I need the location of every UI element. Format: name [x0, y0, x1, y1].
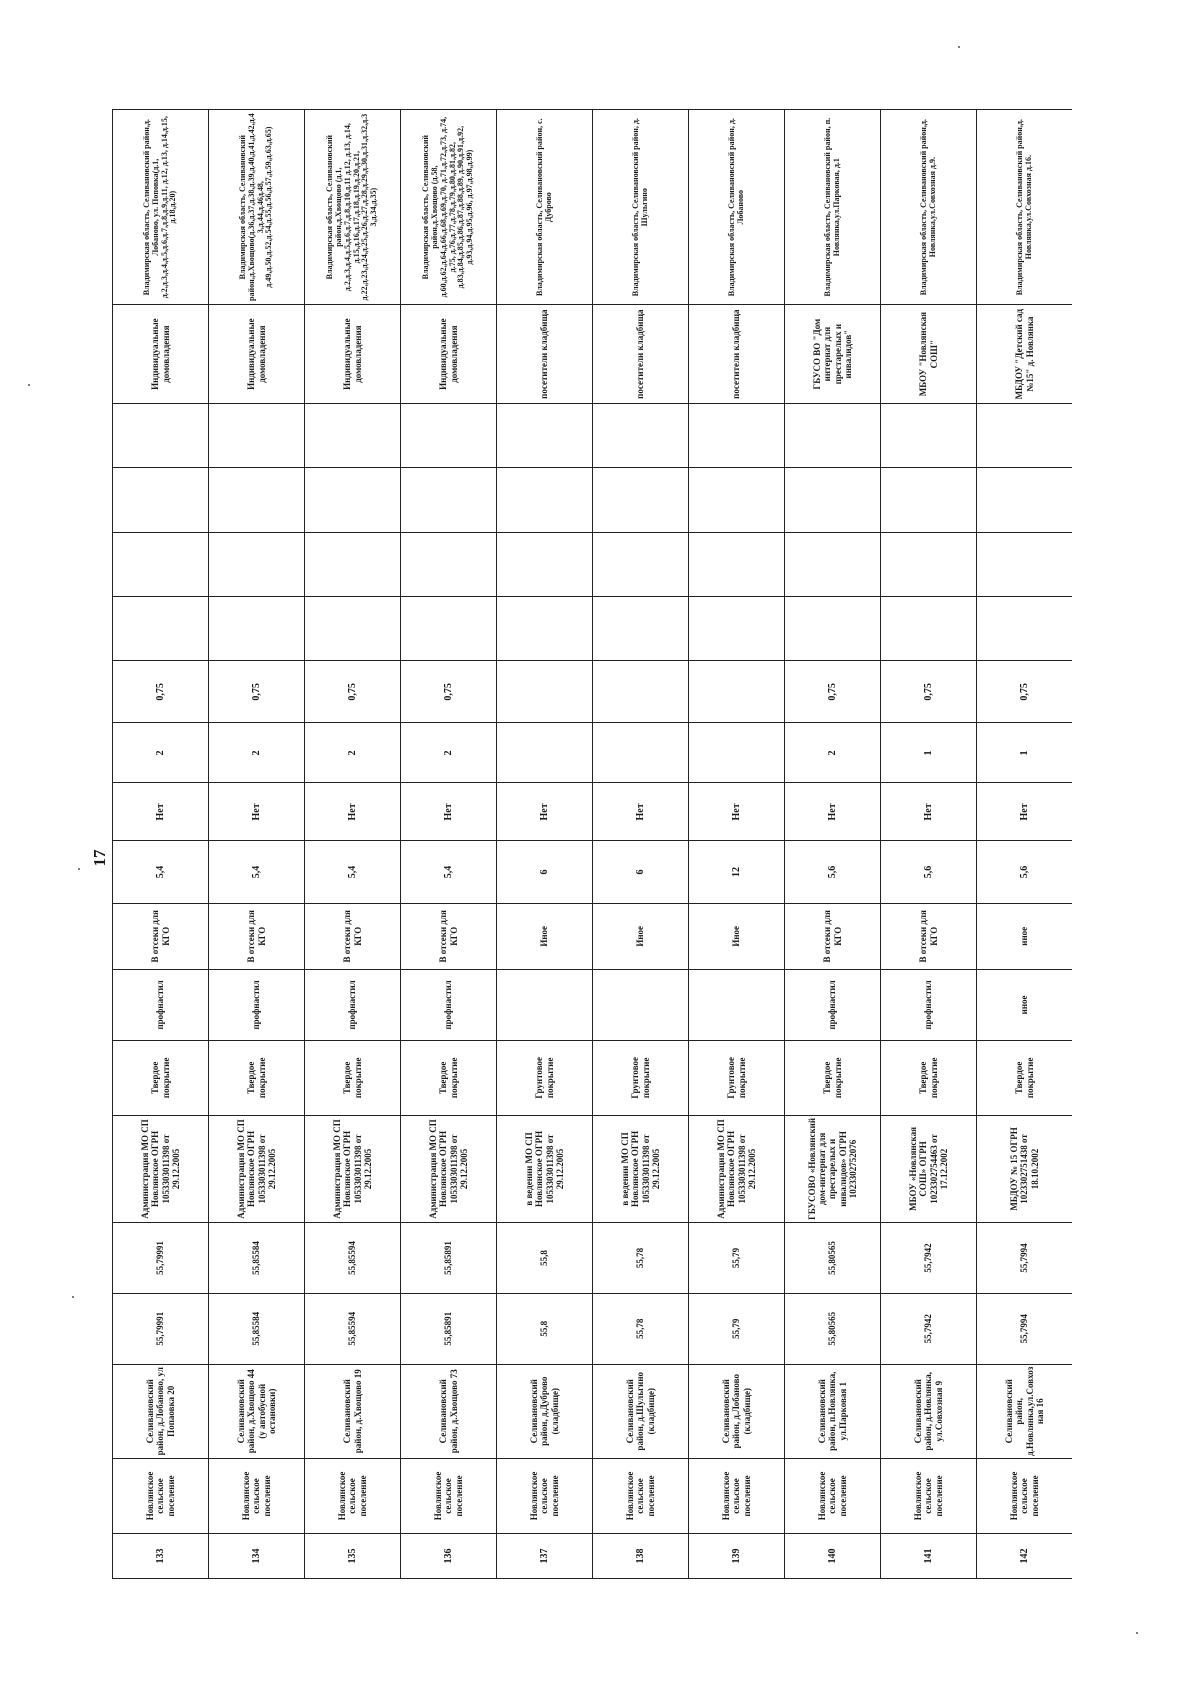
empty-cell: [305, 403, 401, 467]
canopy-cell: Нет: [113, 783, 209, 841]
canopy-cell: Нет: [401, 783, 497, 841]
table-row: [209, 110, 305, 1579]
empty-cell: [401, 468, 497, 532]
longitude-cell: 55,8: [497, 1223, 593, 1294]
empty-cell: [401, 403, 497, 467]
settlement-cell: Новлянское сельское поселение: [401, 1458, 497, 1533]
settlement-cell: Новлянское сельское поселение: [785, 1458, 881, 1533]
scan-speck: [28, 384, 30, 386]
owner-cell: в ведении МО СП Новлянское ОГРН 1053303011398 от 29.12.2005: [593, 1115, 689, 1222]
waste-sources-cell: посетители кладбища: [497, 305, 593, 404]
longitude-cell: 55,78: [593, 1223, 689, 1294]
canopy-cell: Нет: [785, 783, 881, 841]
owner-cell: в ведении МО СП Новлянское ОГРН 1053303011398 от 29.12.2005: [497, 1115, 593, 1222]
row-number: 140: [785, 1533, 881, 1578]
container-type-cell: В отсеки для КГО: [785, 903, 881, 969]
container-count-cell: [593, 723, 689, 783]
container-count-cell: 1: [977, 723, 1073, 783]
empty-cell: [209, 532, 305, 596]
table-row: [785, 110, 881, 1579]
waste-sites-registry-table: [112, 109, 1072, 1579]
row-number: 135: [305, 1533, 401, 1578]
location-cell: Селивановский район, д.Лобаново, ул Попаовка 20: [113, 1364, 209, 1458]
empty-cell: [497, 403, 593, 467]
empty-cell: [401, 532, 497, 596]
surface-cell: Твердое покрытие: [401, 1040, 497, 1115]
settlement-cell: Новлянское сельское поселение: [497, 1458, 593, 1533]
area-cell: 6: [593, 841, 689, 903]
table-row: [689, 110, 785, 1579]
container-count-cell: 2: [401, 723, 497, 783]
served-objects-cell: Владимирская область, Селивановский район, п. Новлянка,ул.Парковая, д.1: [785, 110, 881, 305]
served-objects-cell: Владимирская область, Селивановский район, с. Дуброво: [497, 110, 593, 305]
container-type-cell: Иное: [689, 903, 785, 969]
container-count-cell: 2: [785, 723, 881, 783]
area-cell: 6: [497, 841, 593, 903]
latitude-cell: 55,79: [689, 1293, 785, 1364]
table-row: [401, 110, 497, 1579]
owner-cell: Администрация МО СП Новлянское ОГРН 1053303011398 от 29.12.2005: [689, 1115, 785, 1222]
empty-cell: [785, 468, 881, 532]
fence-cell: профнастил: [305, 970, 401, 1041]
scan-speck: [78, 868, 80, 870]
empty-cell: [881, 403, 977, 467]
location-cell: Селивановский район, д.Дуброво (кладбище): [497, 1364, 593, 1458]
empty-cell: [113, 596, 209, 660]
surface-cell: Грунтовое покрытие: [593, 1040, 689, 1115]
longitude-cell: 55,85891: [401, 1223, 497, 1294]
fence-cell: профнастил: [113, 970, 209, 1041]
surface-cell: Твердое покрытие: [113, 1040, 209, 1115]
waste-sources-cell: МБОУ "Новлянская СОШ": [881, 305, 977, 404]
container-volume-cell: [593, 661, 689, 723]
container-volume-cell: 0,75: [881, 661, 977, 723]
area-cell: 5,4: [209, 841, 305, 903]
surface-cell: Грунтовое покрытие: [497, 1040, 593, 1115]
latitude-cell: 55,85584: [209, 1293, 305, 1364]
row-number: 134: [209, 1533, 305, 1578]
waste-sources-cell: Индивидуальные домовладения: [305, 305, 401, 404]
empty-cell: [977, 468, 1073, 532]
location-cell: Селивановский район, д.Хвощово 44 (у автобусной остановки): [209, 1364, 305, 1458]
container-count-cell: [689, 723, 785, 783]
empty-cell: [593, 596, 689, 660]
canopy-cell: Нет: [689, 783, 785, 841]
container-count-cell: [497, 723, 593, 783]
container-count-cell: 2: [305, 723, 401, 783]
area-cell: 5,6: [977, 841, 1073, 903]
container-volume-cell: [689, 661, 785, 723]
container-volume-cell: 0,75: [785, 661, 881, 723]
rotated-page-content: [112, 109, 1072, 1579]
owner-cell: ГБУСОВО «Новлянский дом-интернат для престарелых и инвалидов» ОГРН 1023302752076: [785, 1115, 881, 1222]
row-number: 137: [497, 1533, 593, 1578]
served-objects-cell: Владимирская область, Селивановский район,д. Новлянка,ул.Совхозная д.9.: [881, 110, 977, 305]
longitude-cell: 55,80565: [785, 1223, 881, 1294]
row-number: 136: [401, 1533, 497, 1578]
empty-cell: [305, 468, 401, 532]
owner-cell: Администрация МО СП Новлянское ОГРН 1053303011398 от 29.12.2005: [113, 1115, 209, 1222]
owner-cell: МБДОУ № 15 ОГРН 1023302751438 от 18.10.2002: [977, 1115, 1073, 1222]
row-number: 133: [113, 1533, 209, 1578]
canopy-cell: Нет: [497, 783, 593, 841]
waste-sources-cell: посетители кладбища: [593, 305, 689, 404]
fence-cell: [497, 970, 593, 1041]
fence-cell: [593, 970, 689, 1041]
served-objects-cell: Владимирская область, Селивановский район,д. Новлянка,ул.Совхозная д.16.: [977, 110, 1073, 305]
area-cell: 5,6: [785, 841, 881, 903]
empty-cell: [977, 403, 1073, 467]
area-cell: 12: [689, 841, 785, 903]
container-volume-cell: 0,75: [305, 661, 401, 723]
area-cell: 5,4: [305, 841, 401, 903]
settlement-cell: Новлянское сельское поселение: [689, 1458, 785, 1533]
container-count-cell: 2: [209, 723, 305, 783]
served-objects-cell: Владимирская область, Селивановский район,д.Хвощово (д.1, д.2,д.3,д.4,д.5,д.6,д.7,д.8,д.10,д.11 д.12, д.13, д.14, д.15,д.16,д.17,д.18,д.19,д.20,д.21, д.22,д.23,д.24,д.25,д.26,д.27,д.28,д.29,д.30,д.31,д.32,д.33,д.34,д.35): [305, 110, 401, 305]
empty-cell: [689, 596, 785, 660]
waste-sources-cell: Индивидуальные домовладения: [209, 305, 305, 404]
table-row: [881, 110, 977, 1579]
served-objects-cell: Владимирская область, Селивановский район,д.Хвощово (д.58, д.60,д.62,д.64,д.66,д.68,д.69,д.70, д.71,д.72,д.73, д.74, д.75, д.76,д.77,д.78,д.79,д.80,д.81,д.82, д.83,д.84,д.85,д.86,д.87,д.88,д.89, д.90,д.91,д.92, д.93,д.94,д.95,д.96, д.97,д.98,д.99): [401, 110, 497, 305]
empty-cell: [881, 468, 977, 532]
fence-cell: [689, 970, 785, 1041]
empty-cell: [497, 532, 593, 596]
waste-sources-cell: ГБУСО ВО "Дом интернат для престарелых и инвалидов": [785, 305, 881, 404]
container-type-cell: иное: [977, 903, 1073, 969]
table-row: [305, 110, 401, 1579]
area-cell: 5,4: [113, 841, 209, 903]
latitude-cell: 55,78: [593, 1293, 689, 1364]
surface-cell: Твердое покрытие: [881, 1040, 977, 1115]
container-volume-cell: [497, 661, 593, 723]
container-count-cell: 1: [881, 723, 977, 783]
container-type-cell: В отсеки для КГО: [113, 903, 209, 969]
table-row: [497, 110, 593, 1579]
surface-cell: Грунтовое покрытие: [689, 1040, 785, 1115]
container-count-cell: 2: [113, 723, 209, 783]
empty-cell: [881, 596, 977, 660]
owner-cell: МБОУ «Новлянская СОШ» ОГРН 1023302754463 от 17.12.2002: [881, 1115, 977, 1222]
surface-cell: Твердое покрытие: [209, 1040, 305, 1115]
empty-cell: [497, 596, 593, 660]
table-row: [977, 110, 1073, 1579]
empty-cell: [113, 532, 209, 596]
latitude-cell: 55,7942: [881, 1293, 977, 1364]
owner-cell: Администрация МО СП Новлянское ОГРН 1053303011398 от 29.12.2005: [401, 1115, 497, 1222]
row-number: 138: [593, 1533, 689, 1578]
location-cell: Селивановский район, д.Шульгино (кладбище): [593, 1364, 689, 1458]
area-cell: 5,4: [401, 841, 497, 903]
served-objects-cell: Владимирская область, Селивановский район,д. Лобаново, ул. Поповка(д.1, д.2,д.3,д.4,д.5,д.6,д.7,д.8,д.9,д.11, д.12, д.13, д.14,д.15, д.18,д.20): [113, 110, 209, 305]
empty-cell: [977, 596, 1073, 660]
location-cell: Селивановский район, д.Новлянка,ул.Совхозная 16: [977, 1364, 1073, 1458]
latitude-cell: 55,85594: [305, 1293, 401, 1364]
longitude-cell: 55,7942: [881, 1223, 977, 1294]
owner-cell: Администрация МО СП Новлянское ОГРН 1053303011398 от 29.12.2005: [209, 1115, 305, 1222]
area-cell: 5,6: [881, 841, 977, 903]
surface-cell: Твердое покрытие: [305, 1040, 401, 1115]
longitude-cell: 55,7994: [977, 1223, 1073, 1294]
container-type-cell: В отсеки для КГО: [881, 903, 977, 969]
surface-cell: Твердое покрытие: [785, 1040, 881, 1115]
container-type-cell: В отсеки для КГО: [209, 903, 305, 969]
empty-cell: [401, 596, 497, 660]
settlement-cell: Новлянское сельское поселение: [881, 1458, 977, 1533]
empty-cell: [113, 468, 209, 532]
container-volume-cell: 0,75: [977, 661, 1073, 723]
empty-cell: [785, 532, 881, 596]
location-cell: Селивановский район, д.Хвощово 19: [305, 1364, 401, 1458]
surface-cell: Твердое покрытие: [977, 1040, 1073, 1115]
location-cell: Селивановский район, д.Лобаново (кладбище): [689, 1364, 785, 1458]
empty-cell: [593, 532, 689, 596]
settlement-cell: Новлянское сельское поселение: [593, 1458, 689, 1533]
empty-cell: [785, 596, 881, 660]
settlement-cell: Новлянское сельское поселение: [305, 1458, 401, 1533]
location-cell: Селивановский район, д.Хвощово 73: [401, 1364, 497, 1458]
scan-speck: [958, 46, 960, 48]
settlement-cell: Новлянское сельское поселение: [113, 1458, 209, 1533]
waste-sources-cell: Индивидуальные домовладения: [113, 305, 209, 404]
empty-cell: [977, 532, 1073, 596]
latitude-cell: 55,7994: [977, 1293, 1073, 1364]
container-type-cell: В отсеки для КГО: [401, 903, 497, 969]
longitude-cell: 55,79: [689, 1223, 785, 1294]
registry-table-frame: [112, 109, 1072, 1579]
canopy-cell: Нет: [881, 783, 977, 841]
empty-cell: [689, 403, 785, 467]
page-number: 17: [90, 849, 109, 867]
canopy-cell: Нет: [593, 783, 689, 841]
empty-cell: [113, 403, 209, 467]
fence-cell: профнастил: [209, 970, 305, 1041]
table-row: [113, 110, 209, 1579]
scan-speck: [1136, 1632, 1138, 1634]
empty-cell: [593, 468, 689, 532]
empty-cell: [305, 532, 401, 596]
canopy-cell: Нет: [209, 783, 305, 841]
canopy-cell: Нет: [977, 783, 1073, 841]
latitude-cell: 55,79991: [113, 1293, 209, 1364]
container-type-cell: Иное: [497, 903, 593, 969]
row-number: 139: [689, 1533, 785, 1578]
scan-speck: [72, 1296, 74, 1298]
canopy-cell: Нет: [305, 783, 401, 841]
empty-cell: [689, 532, 785, 596]
owner-cell: Администрация МО СП Новлянское ОГРН 1053303011398 от 29.12.2005: [305, 1115, 401, 1222]
served-objects-cell: Владимирская область, Селивановский район, д. Шульгино: [593, 110, 689, 305]
latitude-cell: 55,8: [497, 1293, 593, 1364]
row-number: 141: [881, 1533, 977, 1578]
empty-cell: [209, 596, 305, 660]
table-row: [593, 110, 689, 1579]
empty-cell: [689, 468, 785, 532]
empty-cell: [593, 403, 689, 467]
latitude-cell: 55,85891: [401, 1293, 497, 1364]
empty-cell: [497, 468, 593, 532]
empty-cell: [881, 532, 977, 596]
container-volume-cell: 0,75: [401, 661, 497, 723]
empty-cell: [209, 468, 305, 532]
location-cell: Селивановский район, д.Новлянка, ул.Совхозная 9: [881, 1364, 977, 1458]
latitude-cell: 55,80565: [785, 1293, 881, 1364]
waste-sources-cell: МБДОУ "Детский сад №15" д. Новлянка: [977, 305, 1073, 404]
waste-sources-cell: Индивидуальные домовладения: [401, 305, 497, 404]
served-objects-cell: Владимирская область, Селивановский район,д.Хвощово(д.36,д.37,д.38,д.39,д.40,д.41,д.42,д.43,д.44,д.46д.48, д.49,д.50,д.52,д.54,д.55,д.56,д.57,д.59,д.63,д.65): [209, 110, 305, 305]
empty-cell: [785, 403, 881, 467]
container-type-cell: В отсеки для КГО: [305, 903, 401, 969]
fence-cell: профнастил: [881, 970, 977, 1041]
waste-sources-cell: посетители кладбища: [689, 305, 785, 404]
row-number: 142: [977, 1533, 1073, 1578]
settlement-cell: Новлянское сельское поселение: [209, 1458, 305, 1533]
longitude-cell: 55,85594: [305, 1223, 401, 1294]
longitude-cell: 55,79991: [113, 1223, 209, 1294]
empty-cell: [209, 403, 305, 467]
fence-cell: профнастил: [401, 970, 497, 1041]
empty-cell: [305, 596, 401, 660]
served-objects-cell: Владимирская область, Селивановский район, д. Лобаново: [689, 110, 785, 305]
fence-cell: профнастил: [785, 970, 881, 1041]
container-volume-cell: 0,75: [209, 661, 305, 723]
location-cell: Селивановский район, п.Новлянка, ул.Парковая 1: [785, 1364, 881, 1458]
container-volume-cell: 0,75: [113, 661, 209, 723]
longitude-cell: 55,85584: [209, 1223, 305, 1294]
settlement-cell: Новлянское сельское поселение: [977, 1458, 1073, 1533]
fence-cell: иное: [977, 970, 1073, 1041]
container-type-cell: Иное: [593, 903, 689, 969]
